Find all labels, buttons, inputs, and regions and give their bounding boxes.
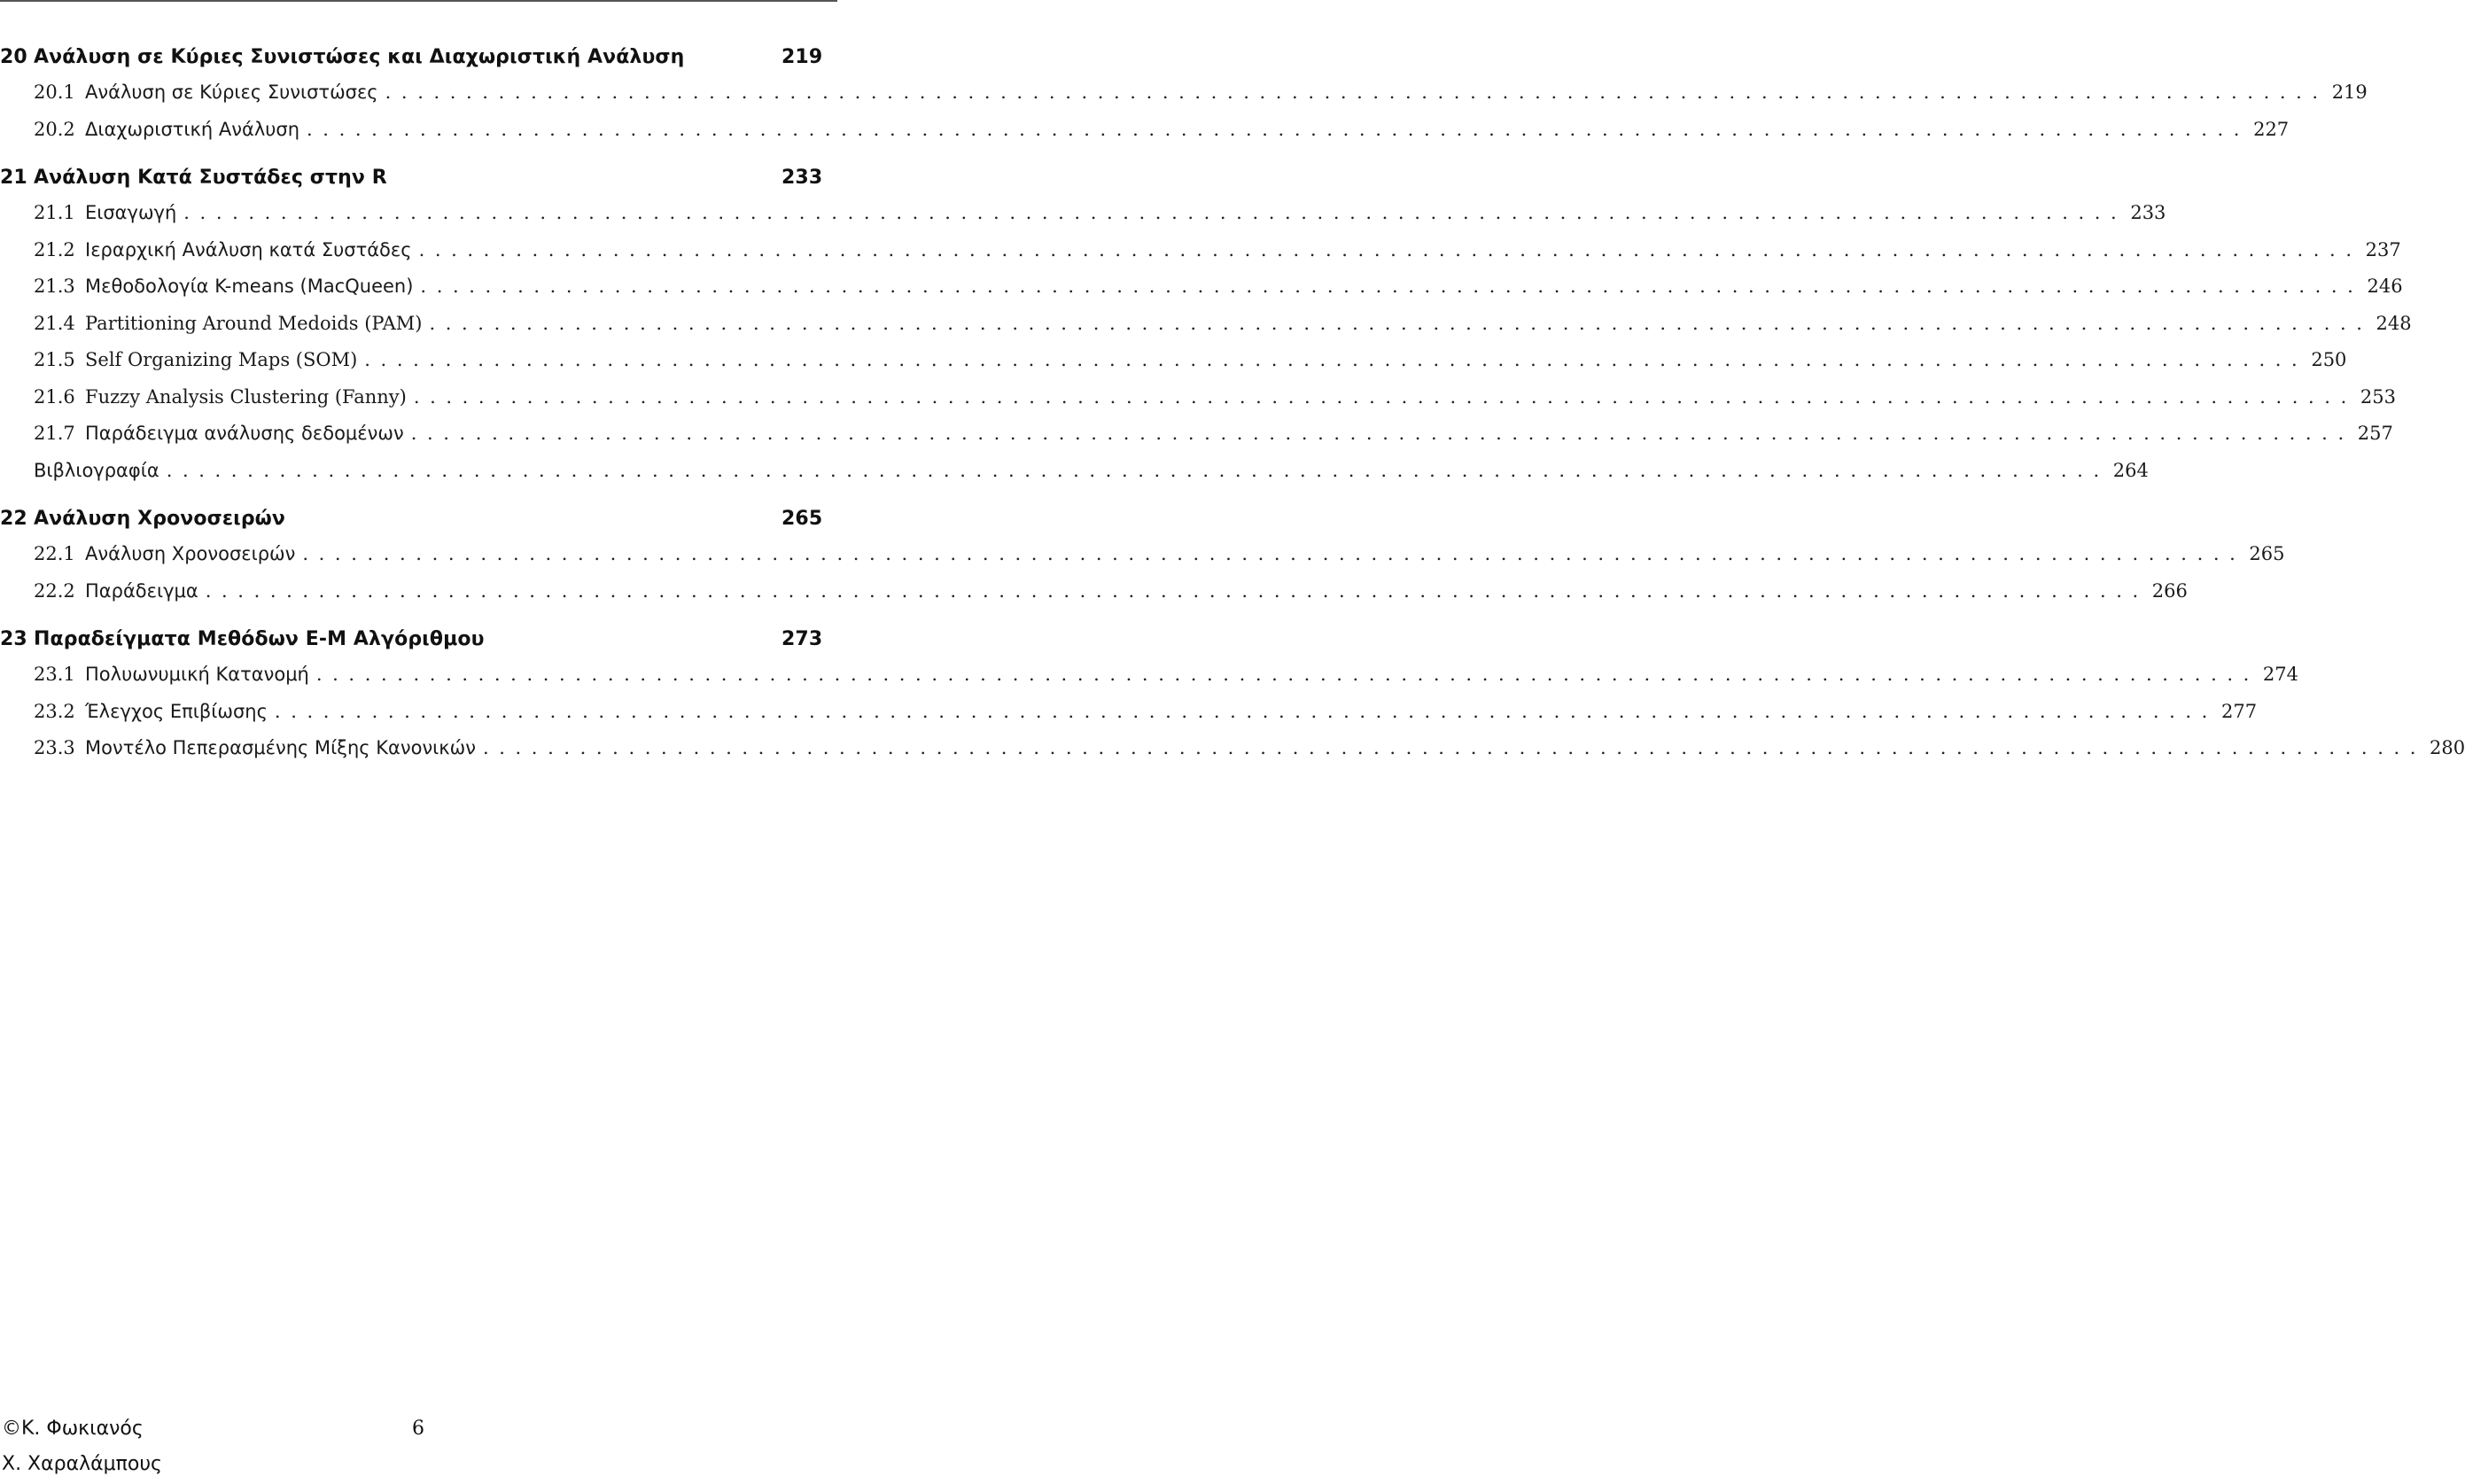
section-number: 20.1 <box>34 82 75 103</box>
toc-entry[interactable] <box>0 737 2465 774</box>
chapter-page: 265 <box>781 508 823 530</box>
toc-entry[interactable] <box>0 312 2412 350</box>
section-number: 21.3 <box>34 276 75 297</box>
footer-page-number: 6 <box>412 1418 424 1440</box>
section-title: Self Organizing Maps (SOM) <box>85 349 358 370</box>
toc-entry[interactable] <box>0 543 2285 580</box>
toc-chapter <box>0 628 2465 774</box>
section-number: 23.3 <box>34 737 75 758</box>
chapter-title: Παραδείγματα Μεθόδων E-M Αλγόριθμου <box>34 628 485 650</box>
section-title: Ιεραρχική Ανάλυση κατά Συστάδες <box>85 238 412 260</box>
toc-entry[interactable] <box>0 579 2188 618</box>
chapter-heading[interactable] <box>0 508 840 543</box>
section-page: 237 <box>2365 238 2401 260</box>
dot-leader: ........................................................................................................................ <box>410 423 2354 444</box>
footer-author-1: ©Κ. Φωκιανός <box>2 1418 144 1440</box>
section-title: Ανάλυση Χρονοσειρών <box>85 543 296 564</box>
section-page: 250 <box>2311 349 2347 370</box>
dot-leader: ........................................................................................................................ <box>205 579 2149 602</box>
toc-entry[interactable] <box>0 238 2401 276</box>
section-page: 280 <box>2430 737 2465 758</box>
section-number: 22.1 <box>34 543 75 564</box>
toc-entry[interactable] <box>0 276 2403 313</box>
dot-leader: ........................................................................................................................ <box>385 82 2329 103</box>
toc-entry[interactable] <box>0 459 2149 497</box>
section-page: 246 <box>2367 276 2403 297</box>
section-page: 266 <box>2151 579 2188 602</box>
section-title: Έλεγχος Επιβίωσης <box>85 700 268 722</box>
section-title: Παράδειγμα ανάλυσης δεδομένων <box>85 423 404 444</box>
section-title: Βιβλιογραφία <box>34 459 159 481</box>
section-number: 21.4 <box>34 312 75 334</box>
section-number: 21.5 <box>34 349 75 370</box>
dot-leader: ........................................................................................................................ <box>307 118 2251 140</box>
section-title: Παράδειγμα <box>85 579 198 602</box>
toc-chapter <box>0 46 2368 155</box>
section-page: 253 <box>2360 385 2396 408</box>
section-page: 248 <box>2376 312 2412 334</box>
dot-leader: ........................................................................................................................ <box>183 202 2127 223</box>
dot-leader: ........................................................................................................................ <box>302 543 2246 564</box>
section-number: 21.6 <box>34 385 75 408</box>
toc-entry[interactable] <box>0 664 2299 701</box>
chapter-title: Ανάλυση Κατά Συστάδες στην R <box>34 167 387 189</box>
chapter-heading[interactable] <box>0 628 840 664</box>
section-number: 23.2 <box>34 700 75 722</box>
dot-leader: ........................................................................................................................ <box>315 664 2259 685</box>
section-title: Εισαγωγή <box>85 202 177 223</box>
section-page: 233 <box>2130 202 2166 223</box>
section-title: Πολυωνυμική Κατανομή <box>85 664 309 685</box>
section-title: Fuzzy Analysis Clustering (Fanny) <box>85 385 407 408</box>
section-page: 257 <box>2357 423 2393 444</box>
dot-leader: ........................................................................................................................ <box>364 349 2308 370</box>
chapter-page: 219 <box>781 46 823 68</box>
toc-entry[interactable] <box>0 385 2396 423</box>
chapter-number: 20 <box>0 46 27 68</box>
top-rule <box>0 0 837 2</box>
toc-entry[interactable] <box>0 349 2347 386</box>
chapter-heading[interactable] <box>0 167 840 202</box>
section-page: 264 <box>2112 459 2149 481</box>
section-page: 277 <box>2220 700 2258 722</box>
dot-leader: ........................................................................................................................ <box>274 700 2218 722</box>
toc-chapter <box>0 508 2285 617</box>
section-title: Ανάλυση σε Κύριες Συνιστώσες <box>85 82 378 103</box>
chapter-number: 22 <box>0 508 27 530</box>
toc-chapter <box>0 167 2412 496</box>
section-title: Μεθοδολογία K-means (MacQueen) <box>85 276 414 297</box>
section-number: 20.2 <box>34 118 75 140</box>
toc-entry[interactable] <box>0 118 2290 156</box>
dot-leader: ........................................................................................................................ <box>166 459 2110 481</box>
chapter-page: 233 <box>781 167 823 189</box>
chapter-number: 23 <box>0 628 27 650</box>
section-page: 274 <box>2262 664 2299 685</box>
section-page: 265 <box>2249 543 2285 564</box>
dot-leader: ........................................................................................................................ <box>418 238 2362 260</box>
dot-leader: ........................................................................................................................ <box>482 737 2427 758</box>
table-of-contents <box>0 46 2465 786</box>
dot-leader: ........................................................................................................................ <box>420 276 2364 297</box>
chapter-title: Ανάλυση σε Κύριες Συνιστώσες και Διαχωριστική Ανάλυση <box>34 46 685 68</box>
section-page: 219 <box>2331 82 2368 103</box>
section-number: 23.1 <box>34 664 75 685</box>
toc-entry[interactable] <box>0 700 2258 738</box>
section-title: Partitioning Around Medoids (PAM) <box>85 312 423 334</box>
section-number: 21.7 <box>34 423 75 444</box>
section-number: 22.2 <box>34 579 75 602</box>
chapter-number: 21 <box>0 167 27 189</box>
toc-entry[interactable] <box>0 82 2368 119</box>
section-title: Διαχωριστική Ανάλυση <box>85 118 300 140</box>
toc-entry[interactable] <box>0 423 2393 460</box>
toc-entry[interactable] <box>0 202 2166 239</box>
section-title: Μοντέλο Πεπερασμένης Μίξης Κανονικών <box>85 737 476 758</box>
chapter-heading[interactable] <box>0 46 840 82</box>
section-number: 21.2 <box>34 238 75 260</box>
chapter-page: 273 <box>781 628 823 650</box>
footer-author-2: Χ. Χαραλάμπους <box>2 1453 162 1475</box>
dot-leader: ........................................................................................................................ <box>413 385 2357 408</box>
section-page: 227 <box>2253 118 2290 140</box>
section-number: 21.1 <box>34 202 75 223</box>
dot-leader: ........................................................................................................................ <box>429 312 2373 334</box>
chapter-title: Ανάλυση Χρονοσειρών <box>34 508 285 530</box>
